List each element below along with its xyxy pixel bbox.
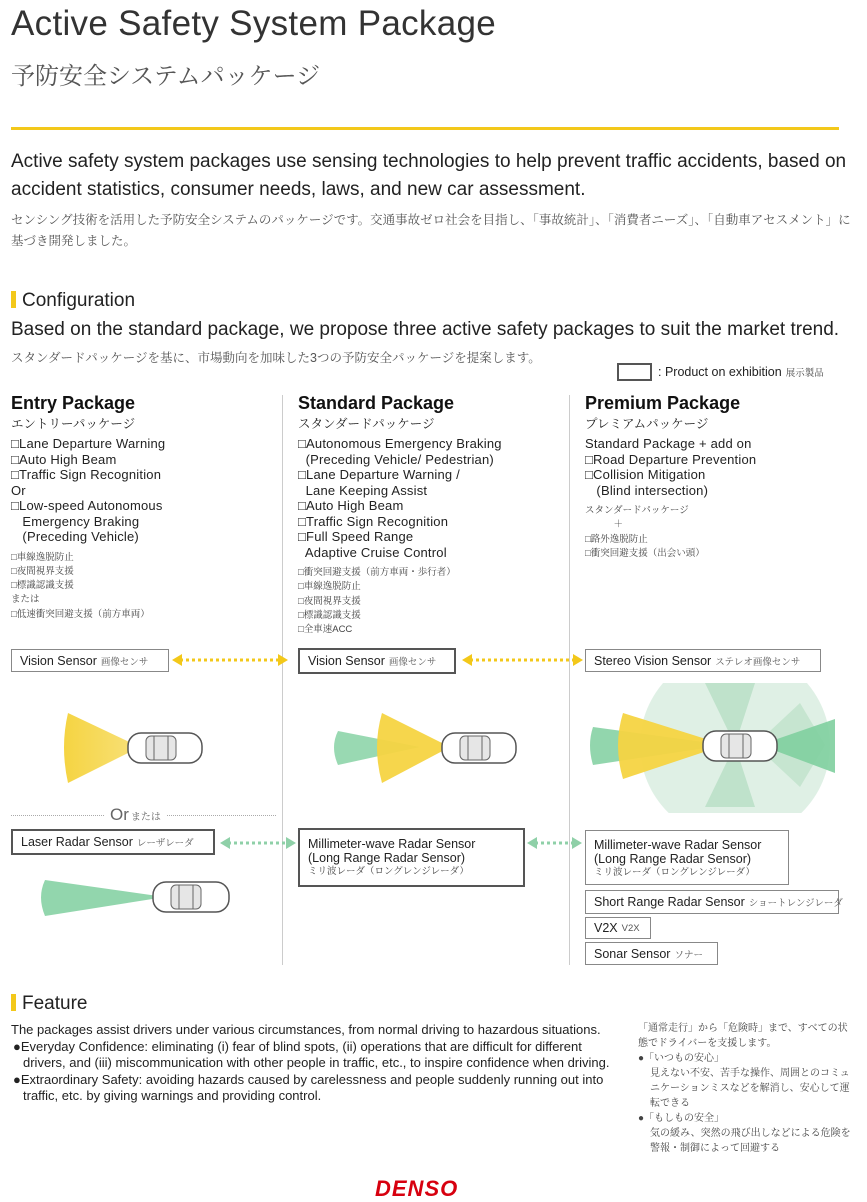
premium-package-column	[585, 393, 756, 561]
entry-feature-list-japanese	[11, 551, 165, 622]
premium-vision-sensor	[585, 649, 821, 672]
standard-vision-diagram	[320, 705, 520, 790]
feature-bullet-title-japanese: ●「いつもの安心」	[638, 1053, 725, 1064]
intro-text-japanese: センシング技術を活用した予防安全システムのパッケージです。交通事故ゼロ社会を目指し、「事故統計」、「消費者ニーズ」、「自動車アセスメント」に基づき開発しました。	[11, 213, 851, 248]
feature-list-item: □Collision Mitigation	[585, 467, 706, 482]
configuration-text: Based on the standard package, we propose three active safety packages to suit the market trend.	[11, 319, 840, 340]
sensor-label: Laser Radar Sensor	[21, 835, 133, 849]
v2x-sensor	[585, 917, 651, 939]
page-title-japanese: 予防安全システムパッケージ	[11, 63, 321, 90]
premium-mmw-radar-sensor	[585, 830, 789, 885]
feature-list-item-japanese: □路外逸脱防止	[585, 533, 648, 545]
premium-feature-list	[585, 436, 756, 498]
feature-list-item: □Road Departure Prevention	[585, 451, 757, 467]
premium-package-subtitle: プレミアムパッケージ	[585, 417, 709, 431]
sensor-label-japanese: ステレオ画像センサ	[715, 656, 801, 668]
feature-list-item: Emergency Braking	[11, 513, 140, 529]
premium-package-title: Premium Package	[585, 393, 741, 413]
sensor-label-japanese: 画像センサ	[388, 657, 437, 668]
intro-text: Active safety system packages use sensing technologies to help prevent traffic accidents, based on accident statistics, consumer needs, laws, and new car assessment.	[11, 151, 847, 200]
configuration-heading	[11, 290, 135, 312]
feature-bullet-body-japanese: 見えない不安、苦手な操作、周囲とのコミュニケーションミスなどを解消し、安心して運転できる	[650, 1068, 850, 1109]
arrow-head-icon	[573, 654, 583, 666]
sensor-label-japanese: V2X	[621, 922, 640, 934]
configuration-heading-text: Configuration	[22, 290, 136, 311]
header-divider	[11, 127, 839, 130]
feature-list-item: Lane Keeping Assist	[298, 482, 428, 498]
standard-package-subtitle: スタンダードパッケージ	[298, 417, 435, 431]
vision-cone-icon	[377, 713, 450, 783]
sensor-label-japanese: ソナー	[674, 949, 703, 961]
feature-bullet-extraordinary: ●Extraordinary Safety: avoiding hazards caused by carelessness and people suddenly running out into traffic, etc. by giving warnings and providing control.	[13, 1071, 604, 1103]
feature-list-item: □Auto High Beam	[298, 498, 404, 513]
sensor-label: Vision Sensor	[308, 654, 385, 668]
arrow-head-icon	[172, 654, 182, 666]
feature-text	[11, 1022, 611, 1105]
or-text-japanese: または	[130, 812, 161, 823]
feature-list-item-japanese: ＋	[585, 519, 624, 531]
feature-list-item: (Preceding Vehicle/ Pedestrian)	[298, 451, 494, 467]
feature-bullet-body-japanese: 気の緩み、突然の飛び出しなどによる危険を警報・制御によって回避する	[650, 1128, 851, 1154]
feature-list-item: Or	[11, 482, 26, 498]
feature-list-item: □Lane Departure Warning /	[298, 467, 460, 482]
legend-label-japanese: 展示製品	[785, 368, 824, 379]
sensor-label: Millimeter-wave Radar Sensor	[594, 838, 762, 852]
entry-laser-radar-sensor	[11, 829, 215, 855]
or-text: Or	[110, 805, 129, 824]
premium-vision-diagram	[585, 683, 840, 813]
sensor-label: Stereo Vision Sensor	[594, 653, 712, 668]
feature-bullet-everyday: ●Everyday Confidence: eliminating (i) fear of blind spots, (ii) operations that are difficult for different drivers, and (iii) miscommunication with other people in traffic, etc., to inspire confidence when driving.	[13, 1038, 610, 1070]
feature-list-item-japanese: □夜間視界支援	[298, 595, 361, 607]
entry-laser-diagram	[35, 872, 235, 922]
feature-list-item-japanese: □低速衝突回避支援（前方車両）	[11, 608, 150, 620]
feature-list-item-japanese: □衝突回避支援（前方車両・歩行者）	[298, 567, 456, 578]
car-icon	[128, 733, 202, 763]
standard-package-title: Standard Package	[298, 393, 455, 413]
feature-text-japanese	[638, 1021, 853, 1156]
exhibition-legend	[617, 363, 824, 381]
entry-package-subtitle: エントリーパッケージ	[11, 417, 136, 431]
sensor-label-japanese: ミリ波レーダ（ロングレンジレーダ）	[594, 867, 755, 878]
feature-list-item-japanese: □全車速ACC	[298, 624, 353, 636]
feature-list-item: □Low-speed Autonomous	[11, 498, 163, 513]
premium-feature-list-japanese	[585, 504, 756, 561]
arrow-head-icon	[462, 654, 472, 666]
legend-box-icon	[617, 363, 652, 381]
page-title: Active Safety System Package	[11, 4, 497, 43]
feature-list-item-japanese: スタンダードパッケージ	[585, 505, 689, 516]
standard-package-column	[298, 393, 502, 637]
sensor-label-japanese: ショートレンジレーダ	[748, 898, 843, 909]
entry-vision-diagram	[60, 705, 210, 790]
entry-vision-sensor	[11, 649, 169, 672]
feature-list-item: Adaptive Cruise Control	[298, 544, 447, 560]
feature-list-item-japanese: □衝突回避支援（出会い頭）	[585, 547, 705, 559]
entry-feature-list	[11, 436, 165, 545]
configuration-text-japanese: スタンダードパッケージを基に、市場動向を加味した3つの予防安全パッケージを提案します。	[11, 351, 541, 365]
heading-marker	[11, 994, 16, 1011]
feature-list-item: □Lane Departure Warning	[11, 436, 166, 451]
sensor-label: V2X	[594, 921, 618, 935]
feature-intro: The packages assist drivers under various circumstances, from normal driving to hazardous situations.	[11, 1022, 601, 1037]
feature-list-item: □Autonomous Emergency Braking	[298, 436, 502, 451]
short-range-radar-sensor	[585, 890, 843, 914]
feature-list-item: □Full Speed Range	[298, 529, 414, 544]
feature-heading-text: Feature	[22, 993, 88, 1014]
feature-list-item: Standard Package + add on	[585, 436, 752, 451]
car-icon	[153, 882, 229, 912]
sensor-label: Short Range Radar Sensor	[594, 895, 745, 909]
legend-label: : Product on exhibition	[658, 365, 782, 379]
arrow-head-icon	[278, 654, 288, 666]
sensor-label: Vision Sensor	[20, 653, 97, 668]
feature-list-item: □Traffic Sign Recognition	[11, 467, 162, 482]
arrow-head-icon	[286, 837, 296, 849]
car-icon	[442, 733, 516, 763]
feature-list-item-japanese: または	[11, 594, 40, 606]
standard-mmw-radar-sensor	[298, 828, 525, 887]
entry-package-column	[11, 393, 165, 622]
feature-list-item: (Preceding Vehicle)	[11, 529, 139, 544]
denso-logo: DENSO	[375, 1176, 459, 1201]
feature-list-item: □Auto High Beam	[11, 451, 117, 467]
standard-feature-list	[298, 436, 502, 560]
sensor-label: Millimeter-wave Radar Sensor	[308, 837, 476, 851]
column-divider	[282, 395, 283, 965]
feature-list-item-japanese: □夜間視界支援	[11, 565, 74, 577]
entry-package-title: Entry Package	[11, 393, 136, 413]
feature-list-item-japanese: □車線逸脱防止	[298, 581, 361, 593]
car-icon	[703, 731, 777, 761]
sensor-label-sub: (Long Range Radar Sensor)	[308, 851, 466, 865]
arrow-head-icon	[220, 837, 230, 849]
standard-vision-sensor	[298, 648, 456, 674]
laser-cone-icon	[41, 880, 165, 916]
arrow-head-icon	[572, 837, 582, 849]
feature-list-item-japanese: □車線逸脱防止	[11, 551, 74, 563]
sensor-label-sub: (Long Range Radar Sensor)	[594, 852, 752, 866]
heading-marker	[11, 291, 16, 308]
feature-list-item: (Blind intersection)	[585, 482, 709, 498]
feature-list-item-japanese: □標識認識支援	[11, 580, 74, 592]
feature-intro-japanese: 「通常走行」から「危険時」まで、すべての状態でドライバーを支援します。	[638, 1023, 848, 1049]
feature-list-item: □Traffic Sign Recognition	[298, 513, 449, 529]
feature-bullet-title-japanese: ●「もしもの安全」	[638, 1113, 725, 1124]
sensor-label-japanese: 画像センサ	[100, 656, 149, 668]
or-label	[105, 805, 166, 825]
feature-list-item-japanese: □標識認識支援	[298, 609, 361, 621]
sonar-sensor	[585, 942, 718, 965]
standard-feature-list-japanese	[298, 566, 502, 637]
sensor-label-japanese: レーザレーダ	[136, 838, 194, 849]
sensor-label: Sonar Sensor	[594, 946, 671, 961]
arrow-head-icon	[527, 837, 537, 849]
sensor-label-japanese: ミリ波レーダ（ロングレンジレーダ）	[308, 866, 469, 877]
feature-heading	[11, 993, 87, 1015]
column-divider	[569, 395, 570, 965]
